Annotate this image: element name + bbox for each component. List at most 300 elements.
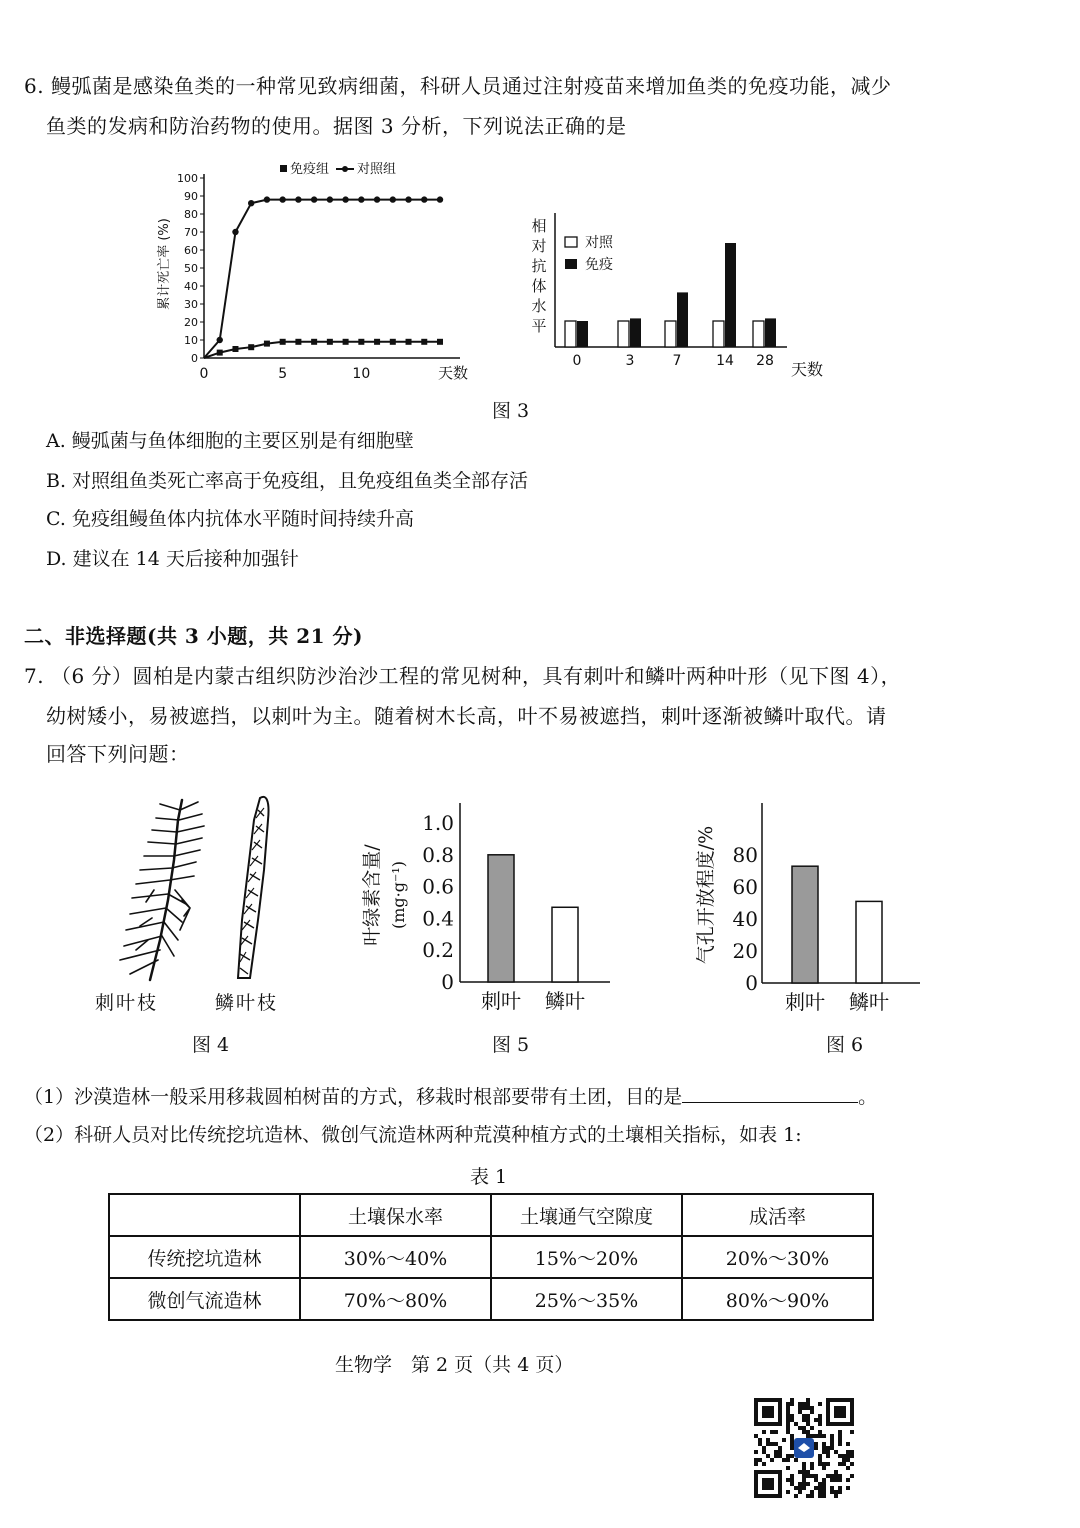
qr-module [834,1470,838,1474]
legend-control: 对照 [585,235,613,251]
data-point [343,339,349,345]
qr-module [810,1466,814,1470]
y-tick-label: 40 [184,280,198,293]
qr-module [822,1482,826,1486]
qr-module [826,1454,830,1458]
qr-module [838,1430,842,1434]
series-line-immune [204,342,440,358]
qr-module [838,1490,842,1494]
qr-module [786,1478,790,1482]
data-point [374,196,380,202]
qr-module [822,1466,826,1470]
table-cell: 传统挖坑造林 [109,1236,300,1278]
qr-module [802,1462,806,1466]
qr-module [806,1474,810,1478]
qr-module [802,1466,806,1470]
legend-immune: 免疫 [585,257,613,273]
qr-module [834,1478,838,1482]
bar-chart-ylabel-char: 相 [531,217,547,235]
data-point [264,341,270,347]
qr-module [802,1478,806,1482]
qr-module [814,1418,818,1422]
qr-module [790,1446,794,1450]
data-point [421,339,427,345]
qr-module [814,1442,818,1446]
legend-marker-immune [280,165,287,172]
qr-finder [762,1478,774,1490]
qr-module [838,1478,842,1482]
line-chart-legend [280,161,396,177]
x-tick-label: 刺叶 [785,990,825,1014]
y-tick-label: 100 [177,172,198,185]
qr-module [770,1442,774,1446]
qr-module [762,1450,766,1454]
data-point [311,339,317,345]
qr-module [786,1430,790,1434]
fig5-ylabel-top: 叶绿素含量/ [361,844,383,946]
table-row [109,1278,873,1320]
qr-module [798,1490,802,1494]
qr-module [822,1486,826,1490]
qr-module [802,1426,806,1430]
bar-control [618,321,629,347]
qr-module [830,1486,834,1490]
qr-module [838,1462,842,1466]
qr-module [786,1490,790,1494]
qr-module [814,1478,818,1482]
qr-module [798,1406,802,1410]
qr-module [798,1482,802,1486]
table-header-cell: 土壤通气空隙度 [491,1194,682,1236]
bar-chart-ylabel-char: 体 [531,277,547,295]
qr-module [778,1450,782,1454]
qr-module [802,1474,806,1478]
fig5-ylabel-bottom: (mg·g⁻¹) [389,860,408,930]
table-header-cell: 成活率 [682,1194,873,1236]
qr-module [754,1458,758,1462]
qr-module [846,1486,850,1490]
x-tick-label: 刺叶 [481,989,521,1013]
y-tick-label: 0.6 [422,874,454,899]
qr-module [814,1474,818,1478]
qr-module [806,1470,810,1474]
qr-module [846,1442,850,1446]
qr-module [818,1490,822,1494]
data-point [342,196,348,202]
qr-module [798,1486,802,1490]
data-point [327,196,333,202]
qr-module [834,1474,838,1478]
qr-module [826,1450,830,1454]
bar-control [565,321,576,347]
fig5-caption: 图 5 [492,1034,530,1056]
fig6-caption: 图 6 [826,1034,864,1056]
qr-module [786,1402,790,1406]
table-cell: 20%～30% [682,1236,873,1278]
qr-module [810,1410,814,1414]
qr-module [806,1482,810,1486]
qr-module [806,1430,810,1434]
qr-module [818,1454,822,1458]
data-point [217,350,223,356]
qr-module [850,1462,854,1466]
y-tick-label: 60 [184,244,198,257]
table1 [108,1193,874,1321]
qr-module [822,1478,826,1482]
qr-module [830,1442,834,1446]
qr-module [818,1418,822,1422]
qr-module [790,1478,794,1482]
qr-module [782,1438,786,1442]
x-tick-label: 10 [352,366,371,382]
bar-needle-leaf [488,855,514,982]
qr-module [826,1462,830,1466]
q7-line1: 7. （6 分）圆柏是内蒙古组织防沙治沙工程的常见树种，具有刺叶和鳞叶两种叶形（见下图 4）， [24,664,902,688]
data-point [217,337,223,343]
qr-module [786,1410,790,1414]
bar-control [753,321,764,347]
option-a: A. 鳗弧菌与鱼体细胞的主要区别是有细胞壁 [46,430,414,452]
series-line-control [204,200,440,358]
y-tick-label: 1.0 [422,811,454,835]
qr-module [790,1454,794,1458]
qr-module [786,1422,790,1426]
y-tick-label: 90 [184,190,198,203]
legend-marker-immune [565,259,577,269]
qr-module [830,1474,834,1478]
page-footer: 生物学 第 2 页（共 4 页） [335,1354,574,1376]
qr-module [786,1414,790,1418]
qr-module [810,1462,814,1466]
qr-module [818,1458,822,1462]
data-point [390,196,396,202]
qr-module [798,1410,802,1414]
qr-module [818,1414,822,1418]
qr-module [806,1418,810,1422]
qr-module [810,1494,814,1498]
table-cell: 80%～90% [682,1278,873,1320]
data-point [248,344,254,350]
y-tick-label: 0.4 [422,906,454,931]
data-point [437,339,443,345]
qr-module [830,1490,834,1494]
data-point [295,196,301,202]
qr-module [830,1446,834,1450]
x-tick-label: 鳞叶 [545,989,585,1013]
fig3-caption: 图 3 [492,400,530,422]
data-point [390,339,396,345]
bar-chart-ylabel-char: 水 [531,297,547,315]
qr-module [758,1442,762,1446]
qr-module [802,1406,806,1410]
qr-module [790,1482,794,1486]
qr-code [754,1398,854,1498]
qr-module [822,1450,826,1454]
data-point [232,346,238,352]
fig6-bar-chart [690,795,940,1025]
qr-module [814,1434,818,1438]
option-d: D. 建议在 14 天后接种加强针 [46,548,299,570]
qr-module [754,1462,758,1466]
fig4-drawings [90,790,290,990]
qr-module [786,1426,790,1430]
table-cell: 30%～40% [300,1236,491,1278]
qr-module [806,1414,810,1418]
data-point [295,339,301,345]
table-cell: 25%～35% [491,1278,682,1320]
bar-chart-ylabel-char: 对 [531,237,547,255]
data-point [327,339,333,345]
qr-module [802,1414,806,1418]
x-tick-label: 0 [199,366,209,382]
qr-module [802,1470,806,1474]
bar-chart-xlabel: 天数 [791,360,824,379]
qr-module [790,1474,794,1478]
qr-module [818,1486,822,1490]
y-tick-label: 0.2 [422,938,454,963]
q7-line3: 回答下列问题： [46,742,190,766]
data-point [311,196,317,202]
q7-sub1-text: （1）沙漠造林一般采用移栽圆柏树苗的方式，移栽时根部要带有土团，目的是 [24,1086,683,1108]
data-point [264,196,270,202]
qr-module [838,1438,842,1442]
data-point [358,196,364,202]
legend-control: 对照组 [357,162,397,177]
option-c: C. 免疫组鳗鱼体内抗体水平随时间持续升高 [46,508,414,530]
qr-module [774,1430,778,1434]
qr-module [798,1426,802,1430]
bar-chart-ylabel-char: 平 [531,317,547,335]
qr-module [790,1442,794,1446]
bar-scale-leaf [856,901,882,983]
qr-module [790,1398,794,1402]
qr-module [762,1462,766,1466]
qr-module [810,1434,814,1438]
option-b: B. 对照组鱼类死亡率高于免疫组，且免疫组鱼类全部存活 [46,470,529,492]
bar-chart-ylabel-char: 抗 [531,257,547,275]
qr-module [846,1466,850,1470]
qr-module [766,1442,770,1446]
qr-module [766,1454,770,1458]
qr-module [794,1422,798,1426]
qr-module [806,1434,810,1438]
qr-module [798,1470,802,1474]
fig4-label-needle: 刺叶枝 [95,992,159,1014]
data-point [406,339,412,345]
qr-module [850,1474,854,1478]
legend-marker-control [342,166,348,172]
y-tick-label: 0.8 [422,842,454,867]
legend-immune: 免疫组 [290,162,330,177]
table-cell: 15%～20% [491,1236,682,1278]
qr-module [838,1434,842,1438]
qr-module [762,1430,766,1434]
qr-module [830,1478,834,1482]
qr-module [770,1430,774,1434]
qr-module [774,1442,778,1446]
qr-module [778,1454,782,1458]
y-tick-label: 50 [184,262,198,275]
qr-module [826,1446,830,1450]
x-tick-label: 3 [625,353,635,369]
qr-module [802,1482,806,1486]
table-row [109,1236,873,1278]
qr-module [850,1454,854,1458]
y-tick-label: 0 [191,352,198,365]
y-tick-label: 20 [184,316,198,329]
qr-module [786,1458,790,1462]
qr-module [758,1438,762,1442]
table-header-row [109,1194,873,1236]
bar-immune [765,318,776,347]
qr-module [822,1442,826,1446]
qr-module [842,1462,846,1466]
qr-module [838,1442,842,1446]
fig6-ylabel: 气孔开放程度/% [695,825,717,965]
qr-module [790,1438,794,1442]
line-chart-xlabel: 天数 [438,364,469,382]
qr-module [806,1402,810,1406]
x-tick-label: 7 [672,353,682,369]
qr-module [810,1474,814,1478]
data-point [279,196,285,202]
qr-module [802,1430,806,1434]
qr-module [778,1446,782,1450]
x-tick-label: 0 [572,353,582,369]
qr-module [806,1422,810,1426]
legend-marker-control [565,237,577,247]
data-point [437,196,443,202]
bar-needle-leaf [792,866,818,983]
qr-module [786,1418,790,1422]
qr-module [818,1434,822,1438]
qr-module [818,1422,822,1426]
y-tick-label: 0 [441,970,454,994]
qr-module [846,1478,850,1482]
q6-line2: 鱼类的发病和防治药物的使用。据图 3 分析，下列说法正确的是 [46,114,627,138]
qr-module [774,1450,778,1454]
qr-module [794,1486,798,1490]
qr-module [814,1446,818,1450]
qr-module [814,1486,818,1490]
qr-module [838,1454,842,1458]
qr-module [782,1458,786,1462]
qr-finder [834,1406,846,1418]
bar-control [665,321,676,347]
qr-module [838,1474,842,1478]
fig5-bar-chart [360,795,620,1025]
line-chart-ylabel: 累计死亡率 (%) [157,218,172,310]
y-tick-label: 10 [184,334,198,347]
y-tick-label: 80 [184,208,198,221]
qr-module [790,1418,794,1422]
table-cell: 微创气流造林 [109,1278,300,1320]
qr-module [766,1438,770,1442]
qr-module [818,1482,822,1486]
bar-immune [725,243,736,347]
qr-module [802,1418,806,1422]
table-cell: 70%～80% [300,1278,491,1320]
y-tick-label: 40 [732,907,758,931]
data-point [248,200,254,206]
qr-module [818,1462,822,1466]
qr-module [850,1430,854,1434]
qr-module [834,1494,838,1498]
qr-module [790,1434,794,1438]
q6-line1: 6. 鳗弧菌是感染鱼类的一种常见致病细菌，科研人员通过注射疫苗来增加鱼类的免疫功能，减少 [24,74,892,98]
x-tick-label: 28 [756,353,774,369]
qr-module [818,1494,822,1498]
qr-module [806,1406,810,1410]
qr-module [842,1454,846,1458]
qr-module [810,1426,814,1430]
q7-sub2: （2）科研人员对比传统挖坑造林、微创气流造林两种荒漠种植方式的土壤相关指标，如表 1: [24,1124,802,1146]
qr-module [786,1454,790,1458]
fig3-bar-chart [525,205,845,385]
qr-module [822,1434,826,1438]
data-point [358,339,364,345]
y-tick-label: 0 [745,971,758,995]
qr-module [790,1414,794,1418]
x-tick-label: 14 [716,353,734,369]
q7-sub1-end: 。 [858,1086,878,1108]
qr-module [846,1458,850,1462]
qr-module [822,1446,826,1450]
qr-module [786,1406,790,1410]
qr-module [834,1490,838,1494]
qr-module [758,1458,762,1462]
qr-module [830,1438,834,1442]
qr-module [846,1450,850,1454]
qr-module [794,1494,798,1498]
qr-module [822,1494,826,1498]
qr-module [802,1402,806,1406]
y-tick-label: 70 [184,226,198,239]
qr-module [834,1450,838,1454]
qr-module [786,1466,790,1470]
qr-module [774,1454,778,1458]
qr-module [802,1486,806,1490]
scale-leaf-branch-illustration [238,797,269,978]
data-point [405,196,411,202]
qr-module [770,1458,774,1462]
q7-sub1 [24,1082,877,1110]
data-point [232,229,238,235]
fig4-caption: 图 4 [192,1034,230,1056]
qr-module [754,1450,758,1454]
qr-module [762,1446,766,1450]
x-tick-label: 5 [278,366,288,382]
answer-blank[interactable] [682,1082,858,1103]
qr-module [842,1458,846,1462]
qr-module [806,1494,810,1498]
y-tick-label: 80 [732,843,758,867]
qr-module [826,1474,830,1478]
y-tick-label: 20 [732,939,758,963]
qr-module [818,1430,822,1434]
qr-module [830,1434,834,1438]
table-header-cell [109,1194,300,1236]
bar-scale-leaf [552,907,578,982]
table-header-cell: 土壤保水率 [300,1194,491,1236]
qr-module [810,1406,814,1410]
qr-module [806,1398,810,1402]
qr-module [790,1402,794,1406]
data-point [421,196,427,202]
section-title: 二、非选择题(共 3 小题，共 21 分) [24,624,364,648]
x-tick-label: 鳞叶 [849,990,889,1014]
fig4-label-scale: 鳞叶枝 [215,992,279,1014]
